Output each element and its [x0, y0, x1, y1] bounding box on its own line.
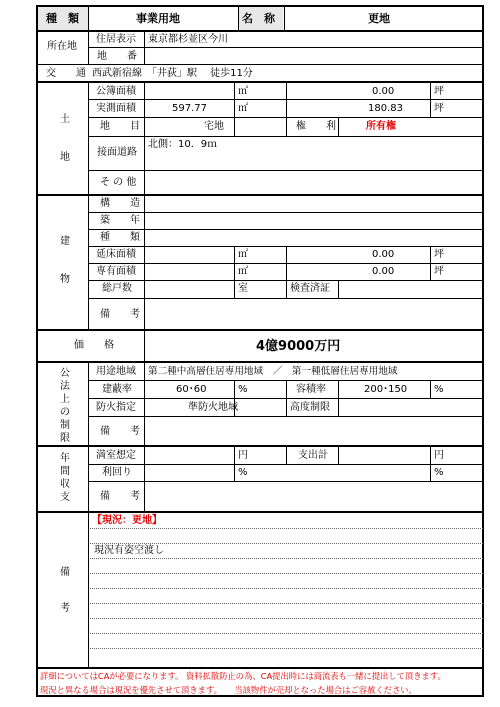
notes-status: 【現況：更地】 [92, 515, 162, 526]
measured-area-tsubo: 180.83 [368, 103, 403, 114]
public-area-label: 公簿面積 [96, 86, 136, 97]
land-right-label: 権 利 [296, 121, 336, 132]
traffic-label: 交 通 [46, 68, 86, 79]
floor-area-sqm-unit: ㎡ [238, 249, 248, 260]
floor-area-tsubo-unit: 坪 [434, 249, 444, 260]
land-section-char-2: 地 [60, 152, 70, 163]
building-remarks-label: 備 考 [100, 309, 140, 320]
income-char-4: 支 [60, 492, 70, 503]
floor-area-tsubo: 0.00 [372, 249, 395, 260]
kind-value: 事業用地 [136, 12, 180, 25]
structure-label: 構 造 [100, 198, 140, 209]
income-char-2: 間 [60, 466, 70, 477]
income-char-3: 収 [60, 479, 70, 490]
inspection-label: 検査済証 [290, 283, 330, 294]
fire-label: 防火指定 [96, 402, 136, 413]
zone-label: 用途地域 [96, 366, 136, 377]
land-category-value: 宅地 [204, 121, 224, 132]
notes-delivery: 現況有姿空渡し [94, 545, 164, 556]
price-value: 4億9000万円 [256, 339, 341, 354]
measured-area-sqm-unit: ㎡ [238, 103, 248, 114]
measured-area-tsubo-unit: 坪 [434, 103, 444, 114]
expense-unit: 円 [434, 450, 444, 461]
public-area-tsubo: 0.00 [372, 86, 395, 97]
floor-area-label: 延床面積 [96, 249, 136, 260]
building-section-char-1: 建 [60, 236, 70, 247]
zone-value: 第二種中高層住居専用地域 ／ 第一種低層住居専用地域 [148, 366, 398, 377]
law-char-2: 法 [60, 381, 70, 392]
land-section-char-1: 土 [60, 114, 70, 125]
private-area-sqm-unit: ㎡ [238, 266, 248, 277]
price-label: 価 格 [74, 340, 114, 351]
address-label: 住居表示 [96, 34, 136, 45]
full-occupancy-unit: 円 [238, 450, 248, 461]
units-label: 総戸数 [102, 283, 132, 294]
far-label: 容積率 [296, 384, 326, 395]
expense-label: 支出計 [298, 450, 328, 461]
location-label: 所在地 [47, 41, 77, 52]
bcr-value: 60･60 [176, 384, 207, 395]
land-right-value: 所有権 [366, 121, 396, 132]
law-section-label [58, 367, 72, 445]
income-char-1: 年 [60, 453, 70, 464]
address-value: 東京都杉並区今川 [148, 34, 228, 45]
name-label: 名 称 [242, 12, 275, 25]
yield-unit-right: % [434, 467, 444, 478]
kind-label: 種 類 [46, 12, 79, 25]
far-unit: % [434, 384, 444, 395]
height-label: 高度制限 [290, 402, 330, 413]
bcr-label: 建蔽率 [102, 384, 132, 395]
road-value: 北側：10．9ｍ [148, 139, 218, 150]
traffic-value: 西武新宿線 「井荻」駅 徒歩11分 [92, 68, 253, 79]
room-unit: 室 [238, 283, 248, 294]
land-category-label: 地 目 [100, 121, 140, 132]
far-value: 200･150 [364, 384, 408, 395]
bcr-unit: % [238, 384, 248, 395]
land-other-label: そ の 他 [100, 177, 137, 188]
private-area-label: 専有面積 [96, 266, 136, 277]
notes-section-char-2: 考 [60, 603, 70, 614]
type-label: 種 類 [100, 232, 140, 243]
measured-area-sqm: 597.77 [172, 103, 207, 114]
measured-area-label: 実測面積 [96, 103, 136, 114]
private-area-tsubo-unit: 坪 [434, 266, 444, 277]
law-char-6: 限 [60, 433, 70, 444]
fire-value: 準防火地域 [188, 402, 238, 413]
notes-section-char-1: 備 [60, 567, 70, 578]
law-remarks-label: 備 考 [100, 426, 140, 437]
yield-unit-left: % [238, 467, 248, 478]
footer-line-2: 現況と異なる場合は現況を優先させて頂きます。 当該物件が売却となった場合はご容赦ください。 [40, 685, 417, 695]
law-char-5: 制 [60, 420, 70, 431]
public-area-tsubo-unit: 坪 [434, 86, 444, 97]
full-occupancy-label: 満室想定 [96, 450, 136, 461]
public-area-sqm-unit: ㎡ [238, 86, 248, 97]
lot-label: 地 番 [97, 51, 137, 62]
income-remarks-label: 備 考 [100, 491, 140, 502]
law-char-1: 公 [60, 368, 70, 379]
building-section-char-2: 物 [60, 274, 70, 285]
yield-label: 利回り [102, 467, 132, 478]
footer-line-1: 詳細についてはCAが必要になります。 資料拡散防止の為、CA提出時には商流表も一緒に提出して頂きます。 [40, 671, 446, 681]
law-char-3: 上 [60, 394, 70, 405]
private-area-tsubo: 0.00 [372, 266, 395, 277]
name-value: 更地 [368, 12, 390, 25]
law-char-4: の [60, 407, 70, 418]
road-label: 接面道路 [97, 147, 137, 158]
income-section-label [58, 452, 72, 504]
age-label: 築 年 [100, 215, 140, 226]
